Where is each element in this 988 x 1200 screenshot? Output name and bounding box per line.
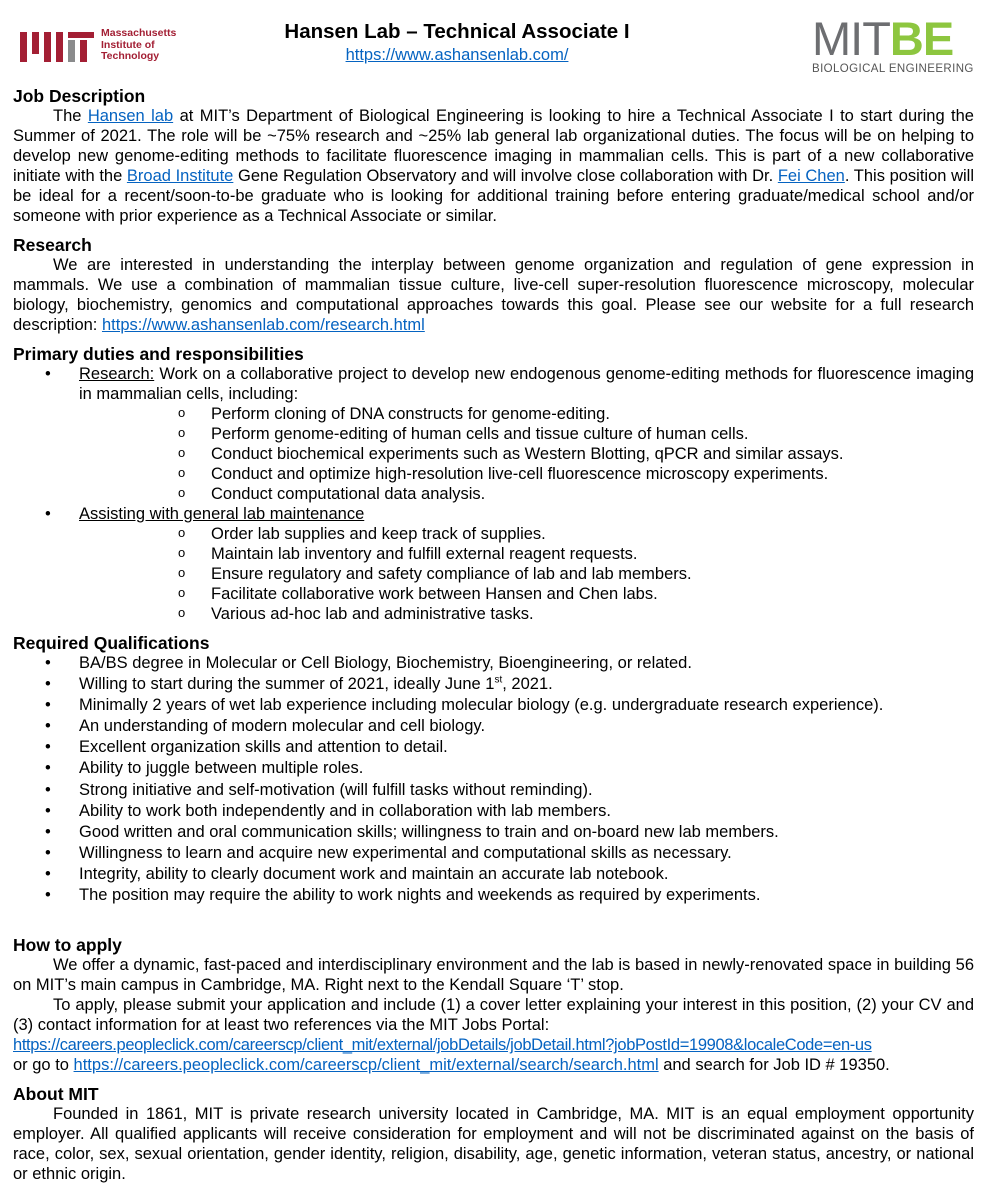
list-item: • An understanding of modern molecular and cell biology. xyxy=(13,716,974,737)
mit-logo-text: Massachusetts Institute of Technology xyxy=(101,27,177,62)
apply-text: We offer a dynamic, fast-paced and interdisciplinary environment and the lab is based in newly-renovated space in building 56 on MIT’s main campus in Cambridge, MA. Right next to the Kendall Square ‘T’ stop. xyxy=(13,956,974,995)
list-item: • Integrity, ability to clearly document work and maintain an accurate lab notebook. xyxy=(13,864,974,885)
section-heading: Job Description xyxy=(13,86,146,106)
duties-section xyxy=(13,344,974,624)
list-item: • Minimally 2 years of wet lab experience including molecular biology (e.g. undergraduate research experience). xyxy=(13,695,974,716)
list-item: • Willingness to learn and acquire new experimental and computational skills as necessary. xyxy=(13,843,974,864)
qualifications-section xyxy=(13,633,974,906)
list-item: o Conduct biochemical experiments such as Western Blotting, qPCR and similar assays. xyxy=(79,444,974,464)
apply-instructions: To apply, please submit your application and include (1) a cover letter explaining your interest in this position, (2) your CV and (3) contact information for at least two references via the MIT Jobs Portal: xyxy=(13,996,974,1035)
job-detail-link[interactable]: https://careers.peopleclick.com/careerscp/client_mit/external/jobDetails/jobDetail.html?jobPostId=19908&localeCode=en-us xyxy=(13,1036,872,1055)
fei-chen-link[interactable]: Fei Chen xyxy=(777,167,845,185)
list-item: o Ensure regulatory and safety compliance of lab and lab members. xyxy=(79,564,974,584)
job-search-link[interactable]: https://careers.peopleclick.com/careerscp/client_mit/external/search/search.html xyxy=(73,1056,659,1075)
list-item: • Ability to juggle between multiple roles. xyxy=(13,758,974,779)
hansen-lab-link[interactable]: Hansen lab xyxy=(87,107,174,125)
list-item: • Willing to start during the summer of 2021, ideally June 1st, 2021. xyxy=(13,674,974,695)
document-page xyxy=(13,0,974,1184)
about-mit-section xyxy=(13,1084,974,1184)
research-page-link[interactable]: https://www.ashansenlab.com/research.html xyxy=(101,316,425,334)
broad-institute-link[interactable]: Broad Institute xyxy=(126,167,234,185)
list-item: • Assisting with general lab maintenance o Order lab supplies and keep track of supplies. o Maintain lab inventory and fulfill external reagent requests. o Ensure regulatory and safety compliance of lab and lab members. o Facilitate collaborative work between Hansen and Chen labs. o Various ad-hoc lab and administrative tasks. xyxy=(13,504,974,624)
section-heading: About MIT xyxy=(13,1084,99,1105)
list-item: o Conduct computational data analysis. xyxy=(79,484,974,504)
mit-be-logo: MITBE BIOLOGICAL ENGINEERING xyxy=(812,12,974,75)
list-item: • Ability to work both independently and in collaboration with lab members. xyxy=(13,801,974,822)
list-item: • Research: Work on a collaborative project to develop new endogenous genome-editing methods for fluorescence imaging in mammalian cells, including: o Perform cloning of DNA constructs for genome-editing. o Perform genome-editing of human cells and tissue culture of human cells. o Conduct biochemical experiments such as Western Blotting, qPCR and similar assays. o Conduct and optimize high-resolution live-cell fluorescence microscopy experiments. o Conduct computational data analysis. xyxy=(13,364,974,504)
list-item: o Order lab supplies and keep track of supplies. xyxy=(79,524,974,544)
lab-website-link[interactable]: https://www.ashansenlab.com/ xyxy=(345,46,569,64)
list-item: o Various ad-hoc lab and administrative tasks. xyxy=(79,604,974,624)
list-item: • BA/BS degree in Molecular or Cell Biology, Biochemistry, Bioengineering, or related. xyxy=(13,653,974,674)
title-block xyxy=(13,19,901,65)
list-item: • Excellent organization skills and attention to detail. xyxy=(13,737,974,758)
job-description-section xyxy=(13,86,974,226)
page-title: Hansen Lab – Technical Associate I xyxy=(284,20,630,43)
section-heading: Required Qualifications xyxy=(13,633,210,653)
section-heading: Research xyxy=(13,235,92,255)
job-description-text: The Hansen lab at MIT’s Department of Biological Engineering is looking to hire a Technical Associate I to start during the Summer of 2021. The role will be ~75% research and ~25% lab general lab organizational duties. The focus will be on helping to develop new genome-editing methods to facilitate fluorescence imaging in mammalian cells. This is part of a new collaborative initiate with the Broad Institute Gene Regulation Observatory and will involve close collaboration with Dr. Fei Chen. This position will be ideal for a recent/soon-to-be graduate who is looking for additional training before entering graduate/medical school and/or someone with prior experience as a Technical Associate or similar. xyxy=(13,107,975,225)
research-text: We are interested in understanding the interplay between genome organization and regulation of gene expression in mammals. We use a combination of mammalian tissue culture, live-cell super-resolution fluorescence microscopy, molecular biology, biochemistry, genomics and computational approaches towards this goal. Please see our website for a full research description: https://www.ashansenlab.com/research.html xyxy=(13,256,974,334)
section-heading: Primary duties and responsibilities xyxy=(13,344,304,364)
section-heading: How to apply xyxy=(13,935,122,956)
list-item: o Perform cloning of DNA constructs for genome-editing. xyxy=(79,404,974,424)
list-item: o Conduct and optimize high-resolution live-cell fluorescence microscopy experiments. xyxy=(79,464,974,484)
list-item: • Good written and oral communication skills; willingness to train and on-board new lab members. xyxy=(13,822,974,843)
list-item: • The position may require the ability to work nights and weekends as required by experiments. xyxy=(13,885,974,906)
list-item: • Strong initiative and self-motivation (will fulfill tasks without reminding). xyxy=(13,780,974,801)
header xyxy=(13,0,974,86)
list-item: o Perform genome-editing of human cells and tissue culture of human cells. xyxy=(79,424,974,444)
list-item: o Facilitate collaborative work between Hansen and Chen labs. xyxy=(79,584,974,604)
research-section xyxy=(13,235,974,335)
about-mit-text: Founded in 1861, MIT is private research university located in Cambridge, MA. MIT is an equal employment opportunity employer. All qualified applicants will receive consideration for employment and will not be discriminated against on the basis of race, color, sex, sexual orientation, gender identity, religion, disability, age, genetic information, veteran status, ancestry, or national or ethnic origin. xyxy=(13,1105,974,1184)
how-to-apply-section: How to apply We offer a dynamic, fast-paced and interdisciplinary environment and the lab is based in newly-renovated space in building 56 on MIT’s main campus in Cambridge, MA. Right next to the Kendall Square ‘T’ stop. To apply, please submit your application and include (1) a cover letter explaining your interest in this position, (2) your CV and (3) contact information for at least two references via the MIT Jobs Portal: https://careers.peopleclick.com/careerscp/client_mit/external/jobDetails/jobDetail.html?jobPostId=19908&localeCode=en-us or go to https://careers.peopleclick.com/careerscp/client_mit/external/search/search.html and search for Job ID # 19350. xyxy=(13,935,974,1075)
list-item: o Maintain lab inventory and fulfill external reagent requests. xyxy=(79,544,974,564)
